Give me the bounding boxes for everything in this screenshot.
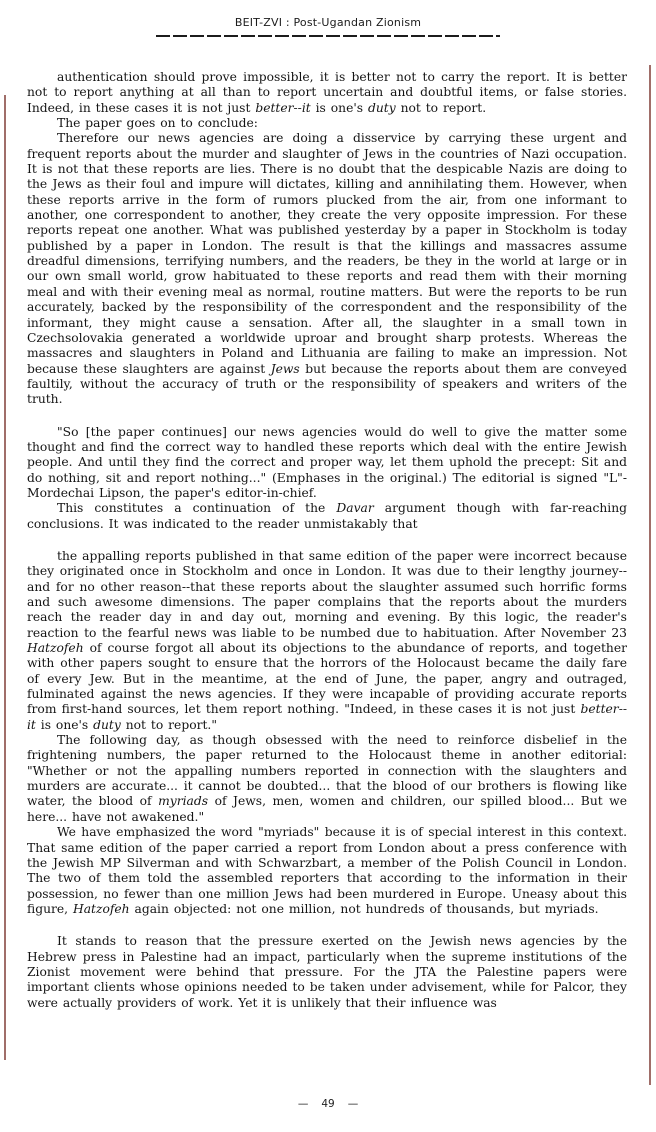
- page-footer: [0, 1098, 656, 1110]
- paragraph-8: We have emphasized the word "myriads" because it is of special interest in this context. That same edition of the paper carried a report from London about a press conference with the Jewish MP Silverman and with Schwarzbart, a member of the Polish Council in London. The two of them told the assembled reporters that according to the information in their possession, no fewer than one million Jews had been murdered in Europe. Uneasy about this figure, Hatzofeh again objected: not one million, not hundreds of thousands, but myriads.: [27, 825, 627, 916]
- paragraph-1: authentication should prove impossible, it is better not to carry the report. It is better not to report anything at all than to report uncertain and doubtful items, or false stories. Indeed, in these cases it is not just better--it is one's duty not to report.: [27, 70, 627, 115]
- scan-edge-artifact-left: [4, 95, 6, 1060]
- body-text: [27, 70, 627, 1011]
- page-number: 49: [321, 1098, 335, 1110]
- paragraph-6: the appalling reports published in that same edition of the paper were incorrect because they originated once in Stockholm and once in London. It was due to their lengthy journey--and for no other reason--that these reports about the slaughter assumed such horrific forms and such awesome dimensions. The paper complains that the reports about the murders reach the reader day in and day out, morning and evening. By this logic, the reader's reaction to the fearful news was liable to be numbed due to habituation. After November 23 Hatzofeh of course forgot all about its objections to the abundance of reports, and together with other papers sought to ensure that the horrors of the Holocaust became the daily fare of every Jew. But in the meantime, at the end of June, the paper, angry and outraged, fulminated against the news agencies. If they were incapable of providing accurate reports from first-hand sources, let them report nothing. "Indeed, in these cases it is not just better--it is one's duty not to report.": [27, 548, 627, 732]
- paragraph-2: The paper goes on to conclude:: [57, 116, 258, 131]
- header-rule: [156, 35, 500, 37]
- page-header-title: BEIT-ZVI : Post-Ugandan Zionism: [234, 16, 422, 29]
- paragraph-3: Therefore our news agencies are doing a disservice by carrying these urgent and frequent reports about the murder and slaughter of Jews in the countries of Nazi occupation. It is not that these reports are lies. There is no doubt that the despicable Nazis are doing to the Jews as their foul and impure will dictates, killing and annihilating them. However, when these reports arrive in the form of rumors plucked from the air, from one informant to another, one correspondent to another, they create the very opposite impression. For these reports repeat one another. What was published yesterday by a paper in Stockholm is today published by a paper in London. The result is that the killings and massacres assume dreadful dimensions, terrifying numbers, and the readers, be they in the world at large or in our own small world, grow habituated to these reports and read them with their morning meal and with their evening meal as normal, routine matters. But were the reports to be run accurately, backed by the responsibility of the correspondent and the responsibility of the informant, they might cause a sensation. After all, the slaughter in a small town in Czechsolovakia generated a worldwide uproar and brought sharp protests. Whereas the massacres and slaughters in Poland and Lithuania are failing to make an impression. Not because these slaughters are against Jews but because the reports about them are conveyed faultily, without the accuracy of truth or the responsibility of speakers and writers of the truth.: [27, 131, 627, 407]
- paragraph-4: "So [the paper continues] our news agencies would do well to give the matter some thought and find the correct way to handled these reports which deal with the entire Jewish people. And until they find the correct and proper way, let them uphold the precept: Sit and do nothing, sit and report nothing..." (Emphases in the original.) The editorial is signed "L"-Mordechai Lipson, the paper's editor-in-chief.: [27, 424, 627, 500]
- paragraph-5: This constitutes a continuation of the Davar argument though with far-reaching conclusions. It was indicated to the reader unmistakably that: [27, 501, 627, 531]
- scan-edge-artifact-right: [649, 65, 651, 1085]
- footer-dash-left: —: [297, 1098, 309, 1110]
- footer-dash-right: —: [347, 1098, 359, 1110]
- paragraph-7: The following day, as though obsessed with the need to reinforce disbelief in the frightening numbers, the paper returned to the Holocaust theme in another editorial: "Whether or not the appalling numbers reported in connection with the slaughters and murders are accurate... it cannot be doubted... that the blood of our brothers is flowing like water, the blood of myriads of Jews, men, women and children, our spilled blood... But we here... have not awakened.": [27, 733, 627, 824]
- paragraph-9: It stands to reason that the pressure exerted on the Jewish news agencies by the Hebrew press in Palestine had an impact, particularly when the supreme institutions of the Zionist movement were behind that pressure. For the JTA the Palestine papers were important clients whose opinions needed to be taken under advisement, while for Palcor, they were actually providers of work. Yet it is unlikely that their influence was: [27, 934, 627, 1010]
